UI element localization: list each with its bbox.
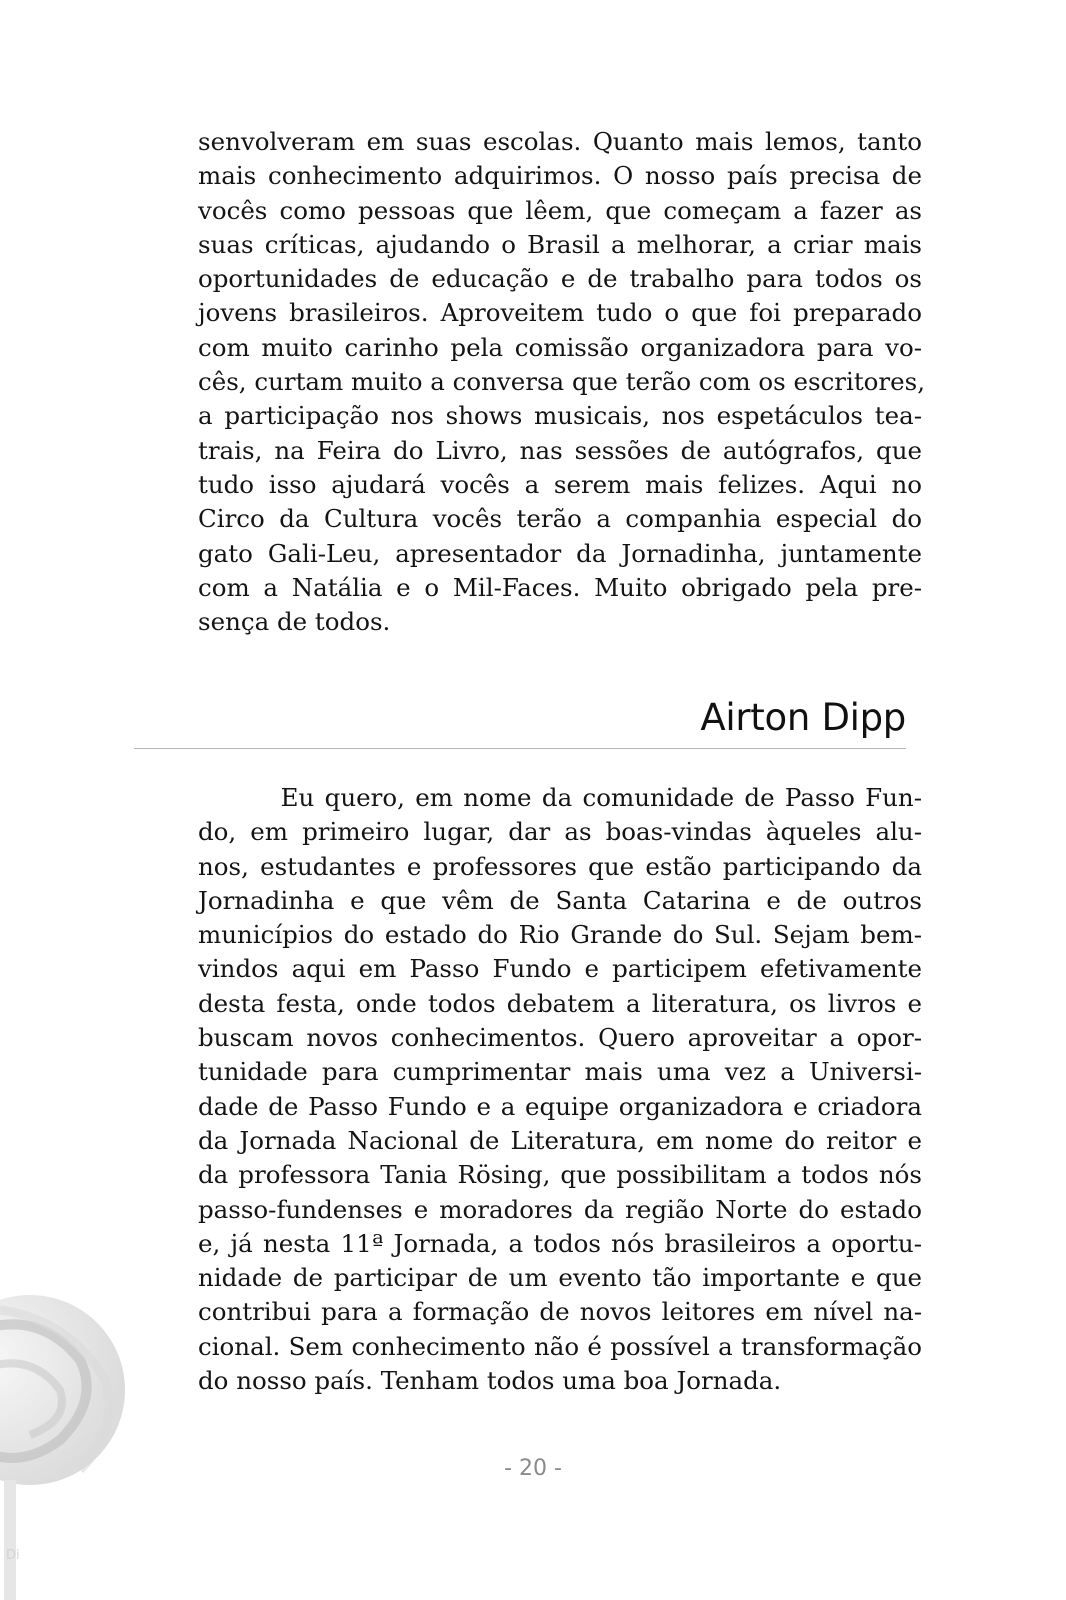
text-line: com a Natália e o Mil-Faces. Muito obrigado pela pre-	[198, 572, 922, 602]
text-line: dade de Passo Fundo e a equipe organizadora e criadora	[198, 1091, 922, 1121]
text-line: e, já nesta 11ª Jornada, a todos nós brasileiros a oportu-	[198, 1228, 922, 1258]
text-line: contribui para a formação de novos leitores em nível na-	[198, 1297, 922, 1327]
lollipop-illustration	[0, 1270, 140, 1600]
text-line: desta festa, onde todos debatem a literatura, os livros e	[198, 988, 922, 1018]
section-title: Airton Dipp	[700, 696, 906, 739]
text-line: Circo da Cultura vocês terão a companhia especial do	[198, 504, 922, 534]
text-line: nidade de participar de um evento tão importante e que	[198, 1263, 922, 1293]
text-line: do nosso país. Tenham todos uma boa Jornada.	[198, 1366, 782, 1396]
text-line: a participação nos shows musicais, nos espetáculos tea-	[198, 401, 922, 431]
text-line: buscam novos conhecimentos. Quero aproveitar a opor-	[198, 1023, 922, 1053]
text-line: tudo isso ajudará vocês a serem mais felizes. Aqui no	[198, 469, 922, 499]
text-line: gato Gali-Leu, apresentador da Jornadinha, juntamente	[198, 538, 922, 568]
paragraph-1	[198, 125, 926, 639]
text-line: senvolveram em suas escolas. Quanto mais lemos, tanto	[198, 127, 922, 156]
text-line: do, em primeiro lugar, dar as boas-vindas àqueles alu-	[198, 817, 922, 847]
text-line: nos, estudantes e professores que estão participando da	[198, 851, 922, 881]
text-line: passo-fundenses e moradores da região Norte do estado	[198, 1194, 922, 1224]
text-line: Jornadinha e que vêm de Santa Catarina e de outros	[198, 885, 922, 915]
text-line: Eu quero, em nome da comunidade de Passo Fun-	[198, 783, 922, 812]
text-line: sença de todos.	[198, 607, 391, 637]
text-line: da professora Tania Rösing, que possibilitam a todos nós	[198, 1160, 922, 1190]
text-line: jovens brasileiros. Aproveitem tudo o que foi preparado	[198, 298, 922, 328]
text-line: cional. Sem conhecimento não é possível a transformação	[198, 1331, 922, 1361]
text-line: vocês como pessoas que lêem, que começam a fazer as	[198, 195, 922, 225]
text-line: vindos aqui em Passo Fundo e participem efetivamente	[198, 954, 922, 984]
corner-watermark: Di	[6, 1548, 20, 1563]
text-line: mais conhecimento adquirimos. O nosso país precisa de	[198, 161, 922, 191]
text-line: oportunidades de educação e de trabalho para todos os	[198, 264, 922, 294]
text-line: da Jornada Nacional de Literatura, em nome do reitor e	[198, 1125, 922, 1155]
text-line: com muito carinho pela comissão organizadora para vo-	[198, 332, 922, 362]
text-line: municípios do estado do Rio Grande do Sul. Sejam bem-	[198, 920, 922, 950]
paragraph-2	[198, 781, 922, 1398]
page-number: - 20 -	[504, 1456, 562, 1481]
section-divider	[134, 748, 906, 749]
text-line: trais, na Feira do Livro, nas sessões de autógrafos, que	[198, 435, 922, 465]
text-line: tunidade para cumprimentar mais uma vez a Universi-	[198, 1057, 922, 1087]
text-line: suas críticas, ajudando o Brasil a melhorar, a criar mais	[198, 229, 922, 259]
text-line: cês, curtam muito a conversa que terão com os escritores,	[198, 367, 926, 397]
